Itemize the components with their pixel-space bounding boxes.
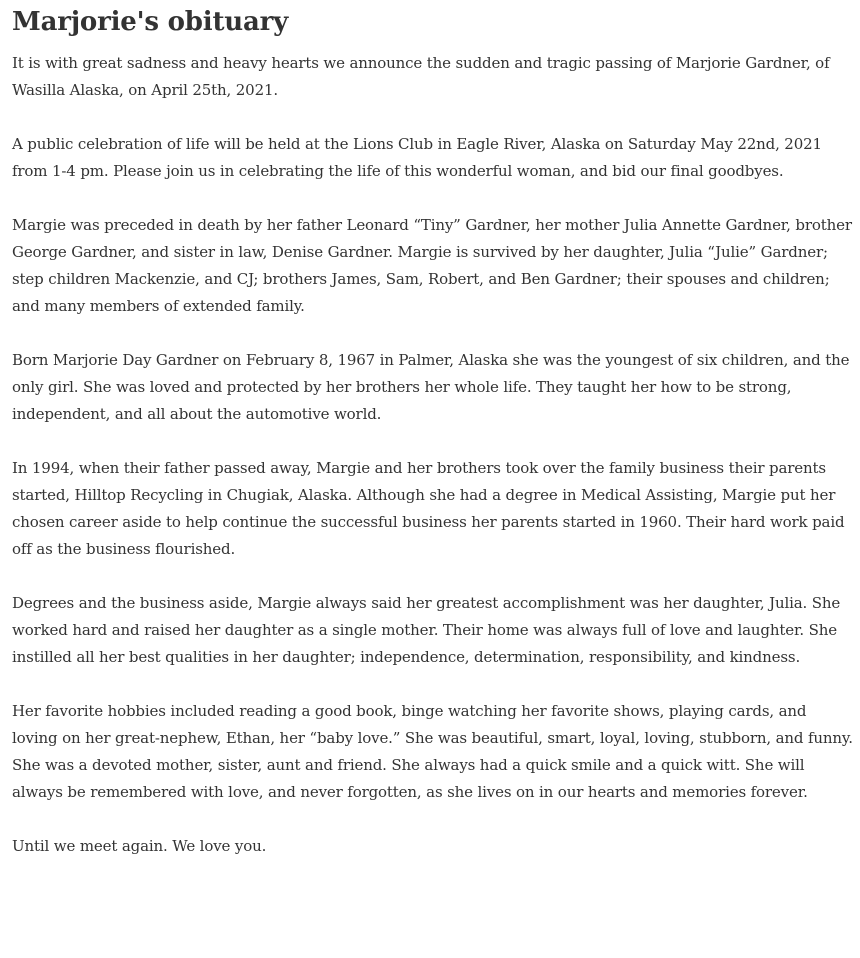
paragraph-family: Margie was preceded in death by her father Leonard “Tiny” Gardner, her mother Julia Annette Gardner, brother George Gardner, and sister in law, Denise Gardner. Margie is survived by her daughter, Julia “Julie” Gardner; step children Mackenzie, and CJ; brothers James, Sam, Robert, and Ben Gardner; their spouses and children; and many members of extended family. — [12, 216, 852, 315]
paragraph-closing: Until we meet again. We love you. — [12, 837, 267, 855]
paragraph-celebration-of-life: A public celebration of life will be held at the Lions Club in Eagle River, Alaska on Saturday May 22nd, 2021 from 1-4 pm. Please join us in celebrating the life of this wonderful woman, and bid our final goodbyes. — [12, 135, 822, 180]
paragraph-family-business: In 1994, when their father passed away, Margie and her brothers took over the family business their parents started, Hilltop Recycling in Chugiak, Alaska. Although she had a degree in Medical Assisting, Margie put her chosen career aside to help continue the successful business her parents started in 1960. Their hard work paid off as the business flourished. — [12, 459, 845, 558]
obituary-article — [0, 6, 860, 860]
paragraph-hobbies: Her favorite hobbies included reading a good book, binge watching her favorite shows, playing cards, and loving on her great-nephew, Ethan, her “baby love.” She was beautiful, smart, loyal, loving, stubborn, and funny. She was a devoted mother, sister, aunt and friend. She always had a quick smile and a quick witt. She will always be remembered with love, and never forgotten, as she lives on in our hearts and memories forever. — [12, 702, 853, 801]
paragraph-early-life: Born Marjorie Day Gardner on February 8, 1967 in Palmer, Alaska she was the youngest of six children, and the only girl. She was loved and protected by her brothers her whole life. They taught her how to be strong, independent, and all about the automotive world. — [12, 351, 850, 423]
page-title: Marjorie's obituary — [12, 7, 289, 37]
paragraph-announcement: It is with great sadness and heavy hearts we announce the sudden and tragic passing of Marjorie Gardner, of Wasilla Alaska, on April 25th, 2021. — [12, 54, 830, 99]
paragraph-daughter: Degrees and the business aside, Margie always said her greatest accomplishment was her daughter, Julia. She worked hard and raised her daughter as a single mother. Their home was always full of love and laughter. She instilled all her best qualities in her daughter; independence, determination, responsibility, and kindness. — [12, 594, 841, 666]
